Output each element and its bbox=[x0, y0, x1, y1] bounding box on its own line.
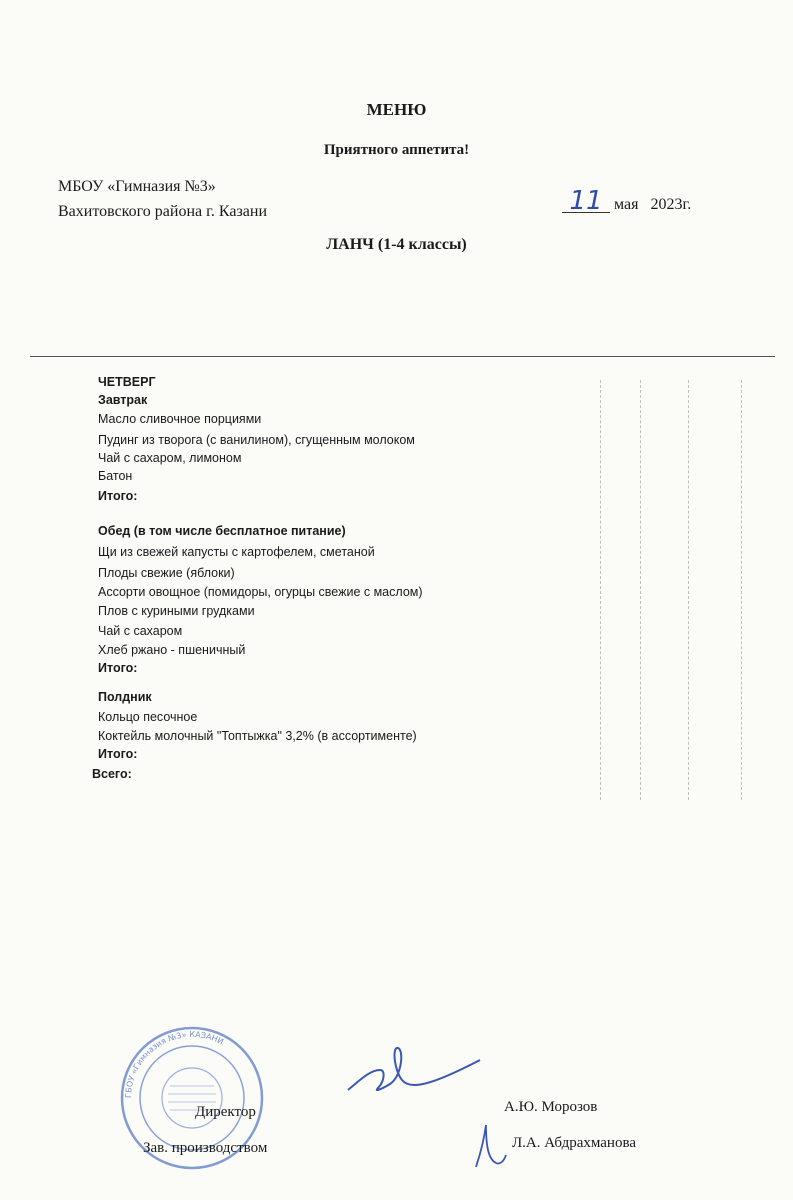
dish-name: Хлеб ржано - пшеничный bbox=[98, 643, 246, 657]
snack-title: Полдник bbox=[98, 690, 152, 704]
director-name: А.Ю. Морозов bbox=[504, 1099, 598, 1115]
school-district: Вахитовского района г. Казани bbox=[58, 203, 267, 220]
day-label: ЧЕТВЕРГ bbox=[98, 375, 156, 389]
dish-name: Масло сливочное порциями bbox=[98, 412, 262, 426]
date-month: мая bbox=[614, 196, 639, 213]
dish-name: Плов с куриными грудками bbox=[98, 604, 255, 618]
dish-name: Плоды свежие (яблоки) bbox=[98, 566, 235, 580]
wish-line: Приятного аппетита! bbox=[323, 142, 470, 158]
date-year: 2023г. bbox=[650, 196, 692, 213]
lunch-title: Обед (в том числе бесплатное питание) bbox=[98, 524, 346, 538]
date-day: 11 bbox=[562, 190, 610, 213]
section-title: ЛАНЧ (1-4 классы) bbox=[326, 236, 467, 253]
dish-name: Ассорти овощное (помидоры, огурцы свежие с маслом) bbox=[98, 585, 423, 599]
total-label: Итого: bbox=[98, 489, 138, 503]
dish-name: Пудинг из творога (с ванилином), сгущенным молоком bbox=[98, 433, 415, 447]
grand-total-label: Всего: bbox=[92, 767, 132, 781]
breakfast-title: Завтрак bbox=[98, 393, 148, 407]
production-signature bbox=[470, 1115, 510, 1170]
stamp-text: ГБОУ «Гимназия №3» КАЗАНИ bbox=[123, 1029, 225, 1099]
total-label: Итого: bbox=[98, 661, 138, 675]
production-manager-name: Л.А. Абдрахманова bbox=[512, 1135, 636, 1151]
column-guide bbox=[688, 380, 689, 800]
column-guide bbox=[600, 380, 601, 800]
dish-name: Чай с сахаром, лимоном bbox=[98, 451, 242, 465]
menu-date bbox=[562, 186, 692, 216]
divider bbox=[30, 356, 775, 357]
school-name: МБОУ «Гимназия №3» bbox=[58, 178, 216, 195]
column-guide bbox=[741, 380, 742, 800]
director-signature bbox=[340, 1040, 485, 1100]
director-role: Директор bbox=[195, 1104, 256, 1120]
total-label: Итого: bbox=[98, 747, 138, 761]
dish-name: Щи из свежей капусты с картофелем, сметаной bbox=[98, 545, 375, 559]
dish-name: Батон bbox=[98, 469, 133, 483]
document-title: МЕНЮ bbox=[366, 100, 427, 119]
dish-name: Чай с сахаром bbox=[98, 624, 183, 638]
dish-name: Коктейль молочный "Топтыжка" 3,2% (в ассортименте) bbox=[98, 729, 417, 743]
column-guide bbox=[640, 380, 641, 800]
dish-name: Кольцо песочное bbox=[98, 710, 198, 724]
production-role: Зав. производством bbox=[143, 1140, 268, 1156]
